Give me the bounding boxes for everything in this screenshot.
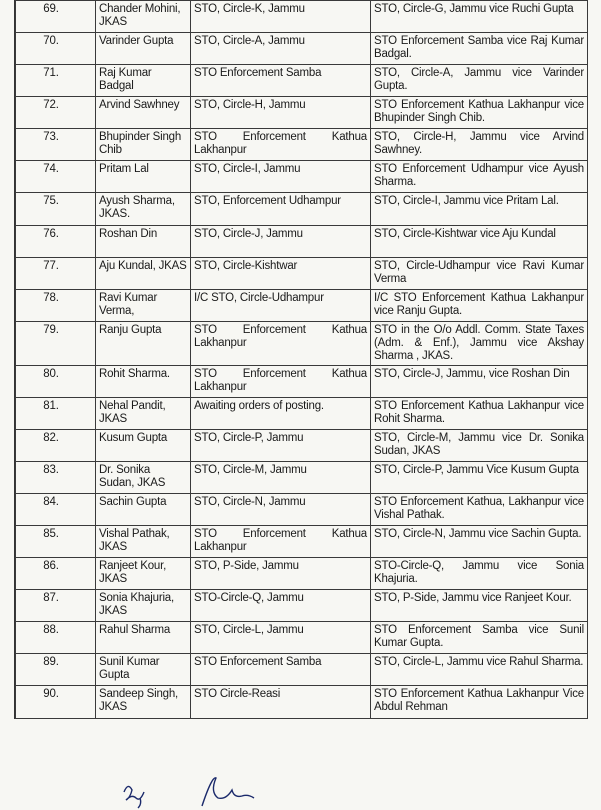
officer-name-cell: Rahul Sharma (96, 622, 191, 654)
table-row (16, 226, 588, 258)
new-posting-cell: STO, Circle-L, Jammu vice Rahul Sharma. (371, 654, 588, 686)
officer-name-cell: Ravi Kumar Verma, (96, 290, 191, 322)
new-posting-cell: STO Enforcement Kathua Lakhanpur vice Bhupinder Singh Chib. (371, 97, 588, 129)
officer-name-cell: Aju Kundal, JKAS (96, 258, 191, 290)
signature-2 (202, 778, 254, 806)
serial-number-cell: 89. (16, 654, 96, 686)
present-posting-cell: STO Circle-Reasi (191, 686, 371, 719)
table-row (16, 654, 588, 686)
new-posting-cell: STO Enforcement Kathua Lakhanpur Vice Abdul Rehman (371, 686, 588, 719)
transfer-table (15, 0, 588, 719)
table-row (16, 686, 588, 719)
present-posting-cell: I/C STO, Circle-Udhampur (191, 290, 371, 322)
new-posting-cell: STO, Circle-J, Jammu, vice Roshan Din (371, 366, 588, 398)
officer-name-cell: Rohit Sharma. (96, 366, 191, 398)
present-posting-cell: STO, Enforcement Udhampur (191, 193, 371, 226)
new-posting-cell: STO, Circle-A, Jammu vice Varinder Gupta. (371, 65, 588, 97)
table-row (16, 290, 588, 322)
new-posting-cell: STO, Circle-P, Jammu Vice Kusum Gupta (371, 462, 588, 494)
serial-number-cell: 78. (16, 290, 96, 322)
new-posting-cell: STO, Circle-M, Jammu vice Dr. Sonika Sudan, JKAS (371, 430, 588, 462)
present-posting-cell: STO, Circle-H, Jammu (191, 97, 371, 129)
officer-name-cell: Sandeep Singh, JKAS (96, 686, 191, 719)
table-row (16, 622, 588, 654)
new-posting-cell: STO, Circle-H, Jammu vice Arvind Sawhney. (371, 129, 588, 161)
serial-number-cell: 77. (16, 258, 96, 290)
table-row (16, 129, 588, 161)
table-row (16, 1, 588, 33)
new-posting-cell: STO Enforcement Samba vice Raj Kumar Badgal. (371, 33, 588, 65)
serial-number-cell: 82. (16, 430, 96, 462)
signature-1 (124, 786, 144, 808)
officer-name-cell: Roshan Din (96, 226, 191, 258)
officer-name-cell: Vishal Pathak, JKAS (96, 526, 191, 558)
serial-number-cell: 81. (16, 398, 96, 430)
serial-number-cell: 86. (16, 558, 96, 590)
present-posting-cell: STO, Circle-I, Jammu (191, 161, 371, 193)
table-row (16, 590, 588, 622)
table-row (16, 462, 588, 494)
present-posting-cell: Awaiting orders of posting. (191, 398, 371, 430)
table-row (16, 258, 588, 290)
signatures (110, 772, 310, 810)
new-posting-cell: STO Enforcement Udhampur vice Ayush Sharma. (371, 161, 588, 193)
officer-name-cell: Nehal Pandit, JKAS (96, 398, 191, 430)
serial-number-cell: 71. (16, 65, 96, 97)
present-posting-cell: STO, Circle-N, Jammu (191, 494, 371, 526)
table-row (16, 558, 588, 590)
present-posting-cell: STO, Circle-J, Jammu (191, 226, 371, 258)
new-posting-cell: STO, Circle-N, Jammu vice Sachin Gupta. (371, 526, 588, 558)
serial-number-cell: 73. (16, 129, 96, 161)
officer-name-cell: Ayush Sharma, JKAS. (96, 193, 191, 226)
serial-number-cell: 69. (16, 1, 96, 33)
serial-number-cell: 75. (16, 193, 96, 226)
serial-number-cell: 80. (16, 366, 96, 398)
table-row (16, 430, 588, 462)
present-posting-cell: STO, Circle-K, Jammu (191, 1, 371, 33)
table-row (16, 322, 588, 366)
new-posting-cell: STO, Circle-Udhampur vice Ravi Kumar Verma (371, 258, 588, 290)
officer-name-cell: Chander Mohini, JKAS (96, 1, 191, 33)
new-posting-cell: STO Enforcement Kathua, Lakhanpur vice Vishal Pathak. (371, 494, 588, 526)
table-row (16, 97, 588, 129)
serial-number-cell: 70. (16, 33, 96, 65)
serial-number-cell: 87. (16, 590, 96, 622)
table-row (16, 398, 588, 430)
new-posting-cell: STO Enforcement Samba vice Sunil Kumar Gupta. (371, 622, 588, 654)
table-row (16, 526, 588, 558)
table-row (16, 33, 588, 65)
table-row (16, 161, 588, 193)
serial-number-cell: 76. (16, 226, 96, 258)
table-row (16, 494, 588, 526)
new-posting-cell: STO in the O/o Addl. Comm. State Taxes (Adm. & Enf.), Jammu vice Akshay Sharma , JKAS. (371, 322, 588, 366)
present-posting-cell: STO, P-Side, Jammu (191, 558, 371, 590)
posting-order-sheet (14, 0, 588, 719)
present-posting-cell: STO, Circle-P, Jammu (191, 430, 371, 462)
serial-number-cell: 74. (16, 161, 96, 193)
table-row (16, 65, 588, 97)
present-posting-cell: STO Enforcement Kathua Lakhanpur (191, 322, 371, 366)
serial-number-cell: 83. (16, 462, 96, 494)
present-posting-cell: STO Enforcement Kathua Lakhanpur (191, 366, 371, 398)
officer-name-cell: Arvind Sawhney (96, 97, 191, 129)
officer-name-cell: Sachin Gupta (96, 494, 191, 526)
present-posting-cell: STO-Circle-Q, Jammu (191, 590, 371, 622)
serial-number-cell: 72. (16, 97, 96, 129)
serial-number-cell: 84. (16, 494, 96, 526)
new-posting-cell: I/C STO Enforcement Kathua Lakhanpur vice Ranju Gupta. (371, 290, 588, 322)
serial-number-cell: 88. (16, 622, 96, 654)
present-posting-cell: STO, Circle-M, Jammu (191, 462, 371, 494)
new-posting-cell: STO, Circle-Kishtwar vice Aju Kundal (371, 226, 588, 258)
present-posting-cell: STO Enforcement Samba (191, 65, 371, 97)
present-posting-cell: STO Enforcement Kathua Lakhanpur (191, 526, 371, 558)
serial-number-cell: 85. (16, 526, 96, 558)
officer-name-cell: Varinder Gupta (96, 33, 191, 65)
serial-number-cell: 79. (16, 322, 96, 366)
new-posting-cell: STO, Circle-I, Jammu vice Pritam Lal. (371, 193, 588, 226)
table-row (16, 366, 588, 398)
officer-name-cell: Bhupinder Singh Chib (96, 129, 191, 161)
officer-name-cell: Raj Kumar Badgal (96, 65, 191, 97)
new-posting-cell: STO, Circle-G, Jammu vice Ruchi Gupta (371, 1, 588, 33)
present-posting-cell: STO, Circle-L, Jammu (191, 622, 371, 654)
serial-number-cell: 90. (16, 686, 96, 719)
officer-name-cell: Sonia Khajuria, JKAS (96, 590, 191, 622)
present-posting-cell: STO Enforcement Samba (191, 654, 371, 686)
new-posting-cell: STO, P-Side, Jammu vice Ranjeet Kour. (371, 590, 588, 622)
officer-name-cell: Dr. Sonika Sudan, JKAS (96, 462, 191, 494)
officer-name-cell: Sunil Kumar Gupta (96, 654, 191, 686)
present-posting-cell: STO, Circle-A, Jammu (191, 33, 371, 65)
officer-name-cell: Pritam Lal (96, 161, 191, 193)
officer-name-cell: Ranju Gupta (96, 322, 191, 366)
present-posting-cell: STO, Circle-Kishtwar (191, 258, 371, 290)
table-row (16, 193, 588, 226)
new-posting-cell: STO Enforcement Kathua Lakhanpur vice Rohit Sharma. (371, 398, 588, 430)
officer-name-cell: Kusum Gupta (96, 430, 191, 462)
new-posting-cell: STO-Circle-Q, Jammu vice Sonia Khajuria. (371, 558, 588, 590)
officer-name-cell: Ranjeet Kour, JKAS (96, 558, 191, 590)
transfer-table-body (16, 1, 588, 719)
present-posting-cell: STO Enforcement Kathua Lakhanpur (191, 129, 371, 161)
